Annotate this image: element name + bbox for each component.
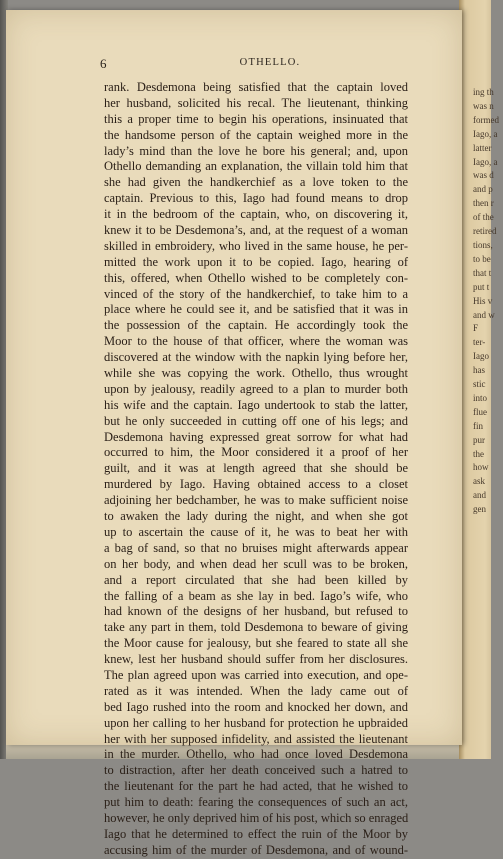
text-line: in the murder. Othello, who had once loved Desdemona: [104, 747, 408, 762]
text-line: the lieutenant for the part he had acted, that he wished to: [104, 779, 408, 794]
text-line: knew, lest her husband should suffer from her disclosures.: [104, 652, 408, 667]
text-line: but he only succeeded in cutting off one of his legs; and: [104, 413, 408, 428]
adjacent-page-fragment: tions,: [473, 239, 493, 250]
text-line: bed Iago rushed into the room and knocked her down, and: [104, 699, 408, 714]
adjacent-page-fragment: ask: [473, 476, 485, 487]
text-line: put him to death: fearing the consequences of such an act,: [104, 795, 408, 810]
text-line: captain. Previous to this, Iago had found means to drop: [104, 191, 408, 206]
adjacent-page-fragment: latter: [473, 142, 492, 153]
adjacent-page-fragment: how: [473, 462, 489, 473]
text-line: it in the bedroom of the captain, who, on discovering it,: [104, 207, 408, 222]
adjacent-page-fragment: and w: [473, 309, 495, 320]
text-line: Moor to the house of that officer, where the woman was: [104, 334, 408, 349]
body-text: [104, 80, 408, 859]
text-line: the falling of a beam as she lay in bed. Iago’s wife, who: [104, 588, 408, 603]
adjacent-page-text: [473, 86, 503, 517]
text-line: upon by jealousy, readily agreed to a plan to murder both: [104, 381, 408, 396]
text-line: her husband, solicited his recal. The lieutenant, thinking: [104, 95, 408, 110]
running-title: OTHELLO.: [239, 57, 301, 68]
text-line: knew it to be Desdemona’s, and, at the request of a woman: [104, 223, 408, 238]
text-line: occurred to him, the Moor considered it a proof of her: [104, 445, 408, 460]
text-line: rank. Desdemona being satisfied that the captain loved: [104, 80, 408, 94]
adjacent-page-edge: [459, 0, 499, 759]
adjacent-page-fragment: was d: [473, 170, 494, 181]
text-line: his wife and the captain. Iago undertook to stab the latter,: [104, 397, 408, 412]
text-line: vinced of the story of the handkerchief, to take him to a: [104, 286, 408, 301]
text-line: had known of the designs of her husband, but refused to: [104, 604, 408, 619]
text-line: Desdemona having expressed great sorrow for what had: [104, 429, 408, 444]
text-line: guilt, and it was at length agreed that she should be: [104, 461, 408, 476]
text-line: however, he only deprived him of his post, which so enraged: [104, 810, 409, 825]
text-line: a bag of sand, so that no bruises might afterwards appear: [104, 540, 408, 555]
adjacent-page-fragment: fin: [473, 420, 483, 431]
text-line: lady’s mind than the love he bore his general; and, upon: [104, 143, 408, 158]
adjacent-page-fragment: gen: [473, 504, 486, 515]
text-line: upon her calling to her husband for protection he upbraided: [104, 715, 408, 730]
adjacent-page-fragment: formed: [473, 114, 499, 125]
text-line: rated as it was intended. When the lady came out of: [104, 683, 408, 698]
text-line: The plan agreed upon was carried into execution, and ope-: [104, 667, 408, 682]
adjacent-page-fragment: to be: [473, 253, 491, 264]
text-line: the possession of the captain. He accordingly took the: [104, 318, 408, 333]
adjacent-page-fragment: Iago, a: [473, 128, 498, 139]
text-line: mitted the work upon it to be copied. Iago, hearing of: [104, 254, 408, 269]
text-line: place where he could see it, and be satisfied that it was in: [104, 302, 408, 317]
text-line: this a proper time to begin his operations, insinuated that: [104, 111, 408, 126]
text-line: to awaken the lady during the night, and when she got: [104, 509, 408, 524]
adjacent-page-fragment: ing th: [473, 87, 494, 97]
adjacent-page-fragment: the: [473, 448, 484, 459]
page-number: 6: [100, 56, 107, 71]
text-line: while she was copying the work. Othello, thus wrought: [104, 366, 408, 381]
adjacent-page-fragment: retired: [473, 226, 497, 237]
text-line: she had given the handkerchief as a love token to the: [104, 175, 408, 190]
text-line: Othello demanding an explanation, the villain told him that: [104, 159, 408, 174]
adjacent-page-fragment: put t: [473, 281, 490, 292]
adjacent-page-fragment: His v: [473, 295, 493, 306]
adjacent-page-fragment: was n: [473, 100, 494, 111]
text-line: murdered by Iago. Having obtained access to a closet: [104, 477, 408, 492]
text-line: accusing him of the murder of Desdemona, and of wound-: [104, 842, 408, 857]
adjacent-page-fragment: flue: [473, 406, 487, 417]
page-header: [100, 56, 420, 76]
adjacent-page-fragment: pur: [473, 434, 485, 445]
adjacent-page-fragment: and p: [473, 184, 493, 195]
text-line: skilled in embroidery, who lived in the same house, he per-: [104, 238, 408, 253]
text-line: on her body, and when dead her scull was to be broken,: [104, 556, 408, 571]
text-line: the Moor cause for jealousy, but she feared to state all she: [104, 636, 408, 651]
text-line: to distraction, after her death conceived such a hatred to: [104, 763, 408, 778]
text-line: Iago that he determined to effect the ruin of the Moor by: [104, 826, 408, 841]
adjacent-page-fragment: stic: [473, 379, 486, 390]
adjacent-page-fragment: that t: [473, 267, 492, 278]
adjacent-page-fragment: F: [473, 323, 479, 334]
adjacent-page-fragment: Iago, a: [473, 156, 498, 167]
text-line: adjoining her bedchamber, he was to make sufficient noise: [104, 493, 408, 508]
text-line: up to ascertain the cause of it, he was to beat her with: [104, 524, 408, 539]
text-line: discovered at the window with the napkin lying before her,: [104, 350, 408, 365]
text-line: her with her supposed infidelity, and assisted the lieutenant: [104, 731, 408, 746]
adjacent-page-fragment: then r: [473, 198, 494, 209]
adjacent-page-fragment: into: [473, 392, 488, 403]
adjacent-page-fragment: Iago: [473, 351, 489, 362]
adjacent-page-fragment: ter-: [473, 337, 486, 348]
text-line: take any part in them, told Desdemona to beware of giving: [104, 620, 408, 635]
adjacent-page-fragment: and: [473, 490, 486, 501]
adjacent-page-fragment: has: [473, 365, 485, 376]
adjacent-page-fragment: of the: [473, 212, 494, 223]
text-line: this, offered, when Othello wished to be completely con-: [104, 270, 408, 285]
text-line: and a report circulated that she had been killed by: [104, 572, 408, 587]
text-line: the handsome person of the captain weighed more in the: [104, 127, 408, 142]
